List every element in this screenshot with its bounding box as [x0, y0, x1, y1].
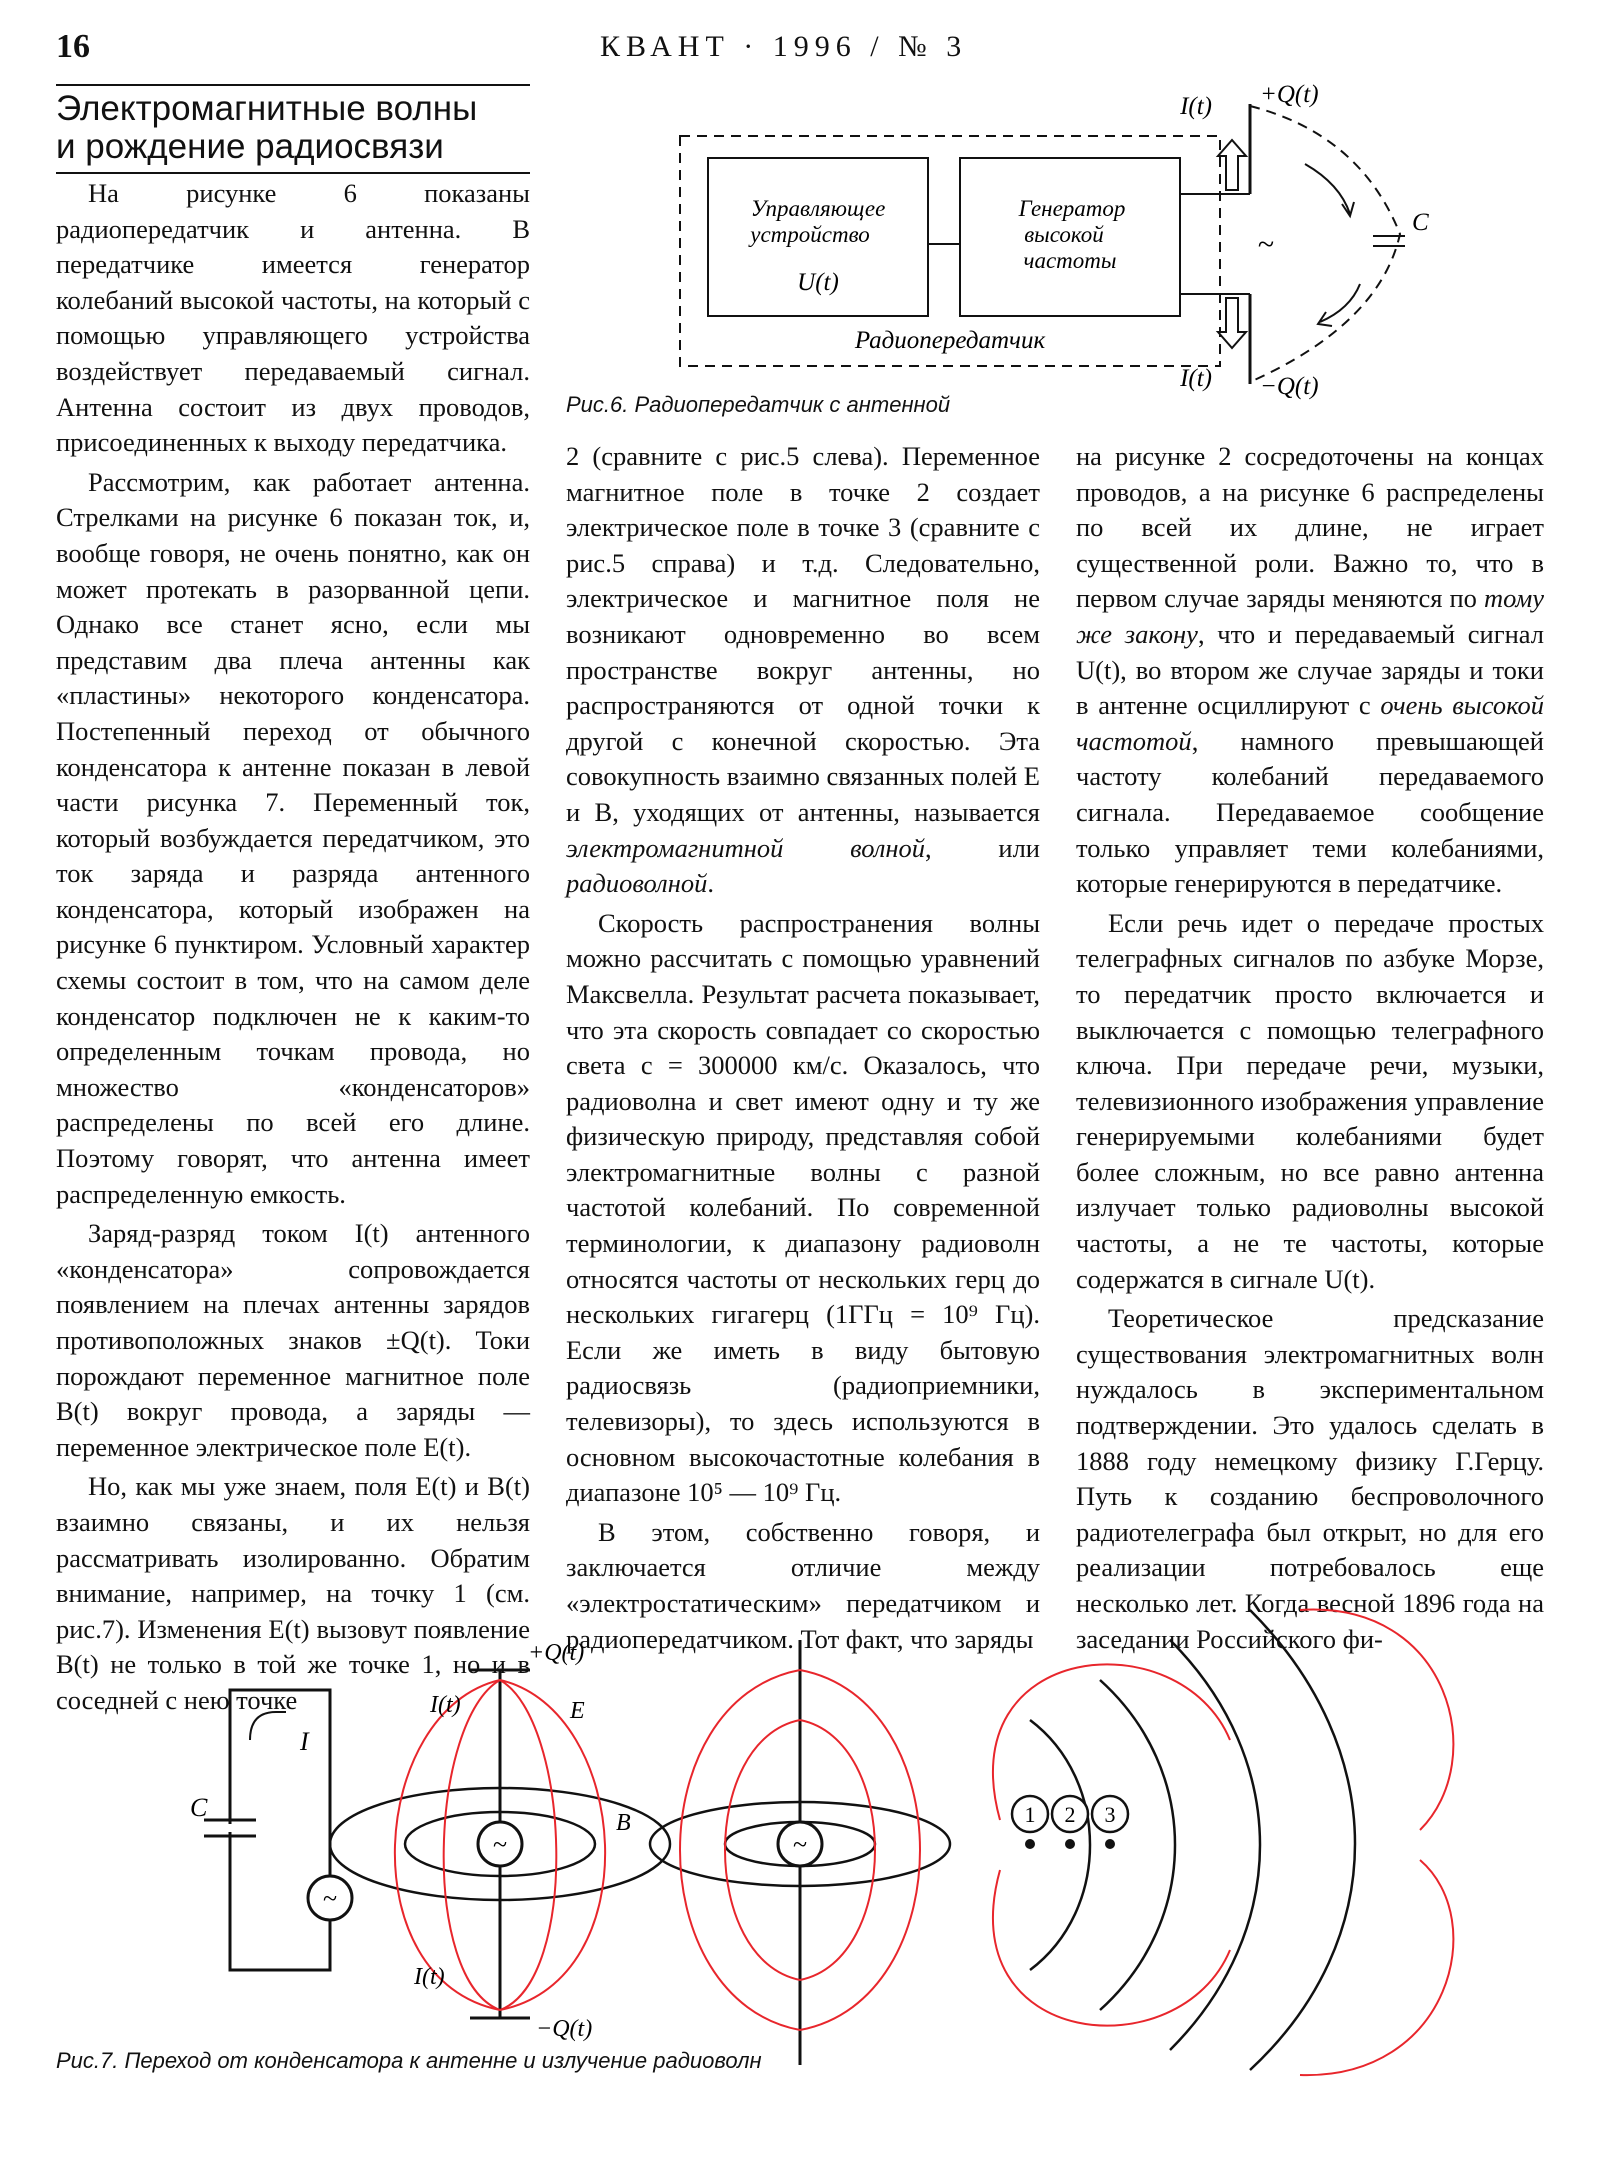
wave-front [1250, 1610, 1355, 2070]
current-loop-arrow-icon [250, 1712, 286, 1740]
e-field-label: E [570, 1698, 585, 1724]
wave-front [1030, 1720, 1090, 1970]
col3-paragraph-1: на рисунке 2 сосредоточены на концах проводов, а на рисунке 6 распределены по всей их длине, не играет существенной роли. Важно то, что в первом случае заряды меняются по тому же закону, что и передаваемый сигнал U(t), во втором же случае заряды и токи в антенне осциллируют с очень высокой частотой, намного превышающей частоту колебаний передаваемого сигнала. Передаваемое сообщение только управляет теми колебаниями, которые генерируются в передатчике. [1076, 441, 1544, 899]
column-2 [566, 439, 1040, 1661]
wave-front [1170, 1640, 1260, 2050]
current-label: I [300, 1727, 309, 1756]
col1-paragraph-3: Заряд-разряд током I(t) антенного «конденсатора» сопровождается появлением на плечах антенны зарядов противоположных знаков ±Q(t). Токи порождают переменное магнитное поле B(t) вокруг провода, а заряды — переменное электрическое поле E(t). [56, 1218, 530, 1462]
figure-6-diagram [660, 84, 1520, 404]
tilde-symbol: ~ [1257, 228, 1275, 261]
term-radio-wave: радиоволной [566, 868, 708, 899]
current-label-bottom: I(t) [414, 1964, 445, 1990]
e-field-loop [1300, 1860, 1453, 2075]
control-unit-line-1: Управляющее [750, 196, 886, 221]
term-high-frequency: очень высокой частотой [1076, 690, 1544, 756]
charge-flow-arrow-icon [1320, 284, 1360, 322]
term-same-law: тому же закону [1076, 583, 1544, 649]
generator-line-3: частоты [1023, 248, 1117, 273]
column-3 [1076, 439, 1544, 1661]
e-field-loop [993, 1870, 1230, 2026]
capacitor-label: C [1412, 209, 1429, 236]
article-title [56, 84, 530, 174]
current-arrow-down-icon [1218, 298, 1246, 348]
current-label-top: I(t) [430, 1692, 461, 1718]
charge-label-bottom: −Q(t) [536, 2016, 593, 2042]
generator-line-1: Генератор [1018, 196, 1126, 221]
running-head: КВАНТ · 1996 / № 3 [600, 30, 968, 63]
generator-line-2: высокой [1024, 222, 1104, 247]
col2-paragraph-1: 2 (сравните с рис.5 слева). Переменное магнитное поле в точке 2 создает электрическое поле в точке 3 (сравните с рис.5 справа) и т.д. Следовательно, электрическое и магнитное поля не возникают одновременно во всем пространстве вокруг антенны, но распространяются от одной точки к другой с конечной скоростью. Эта совокупность взаимно связанных полей E и B, уходящих от антенны, называется электромагнитной волной, или радиоволной. [566, 441, 1040, 899]
control-unit-line-2: устройство [750, 222, 870, 247]
col3-paragraph-3: Теоретическое предсказание существования электромагнитных волн нуждалось в экспериментальном подтверждении. Это удалось сделать в 1888 году немецкому физику Г.Герцу. Путь к созданию беспроволочного радиотелеграфа был открыт, но для его реализации потребовалось еще несколько лет. Когда весной 1896 года на заседании Российского фи- [1076, 1303, 1544, 1654]
title-line-1: Электромагнитные волны [56, 89, 478, 128]
charge-label-bottom: −Q(t) [1260, 373, 1319, 400]
control-unit-signal: U(t) [797, 269, 839, 296]
capacitor-label: C [190, 1793, 208, 1822]
point-1-label: 1 [1024, 1802, 1036, 1827]
transmitter-label: Радиопередатчик [854, 327, 1046, 354]
figure-7-diagram [50, 1580, 1550, 2080]
charge-label-top: +Q(t) [1260, 84, 1319, 108]
term-em-wave: электромагнитной волной [566, 832, 926, 863]
figure-6-caption: Рис.6. Радиопередатчик с антенной [566, 392, 951, 417]
generator-symbol: ~ [322, 1884, 338, 1913]
col2-paragraph-2: Скорость распространения волны можно рассчитать с помощью уравнений Максвелла. Результат расчета показывает, что эта скорость совпадает со скоростью света c = 300000 км/с. Оказалось, что радиоволна и свет имеют одну и ту же физическую природу, представляя собой электромагнитные волны с разной частотой колебаний. По современной терминологии, к диапазону радиоволн относятся частоты от нескольких герц до нескольких гигагерц (1ГГц = 10⁹ Гц). Если же иметь в виду бытовую радиосвязь (радиоприемники, телевизоры), то здесь используются в основном высокочастотные колебания в диапазоне 10⁵ — 10⁹ Гц. [566, 907, 1040, 1508]
point-3-label: 3 [1104, 1802, 1116, 1827]
figure-7-caption: Рис.7. Переход от конденсатора к антенне и излучение радиоволн [56, 2048, 762, 2073]
charge-label-top: +Q(t) [528, 1640, 585, 1666]
col1-paragraph-4: Но, как мы уже знаем, поля E(t) и B(t) взаимно связаны, и их нельзя рассматривать изолированно. Обратим внимание, например, на точку 1 (см. рис.7). Изменения E(t) вызовут появление B(t) не только в той же точке 1, но и в соседней с нею точке [56, 1471, 530, 1715]
current-label-bottom: I(t) [1180, 365, 1212, 392]
current-arrow-up-icon [1218, 140, 1246, 190]
column-1 [56, 176, 530, 1723]
generator-symbol: ~ [492, 1830, 508, 1859]
e-field-loop [1300, 1610, 1453, 1830]
page-number: 16 [56, 28, 90, 65]
col3-paragraph-2: Если речь идет о передаче простых телеграфных сигналов по азбуке Морзе, то передатчик просто включается и выключается с помощью телеграфного ключа. При передаче речи, музыки, телевизионного изображения управление генерируемыми колебаниями будет более сложным, но все равно антенна излучает только радиоволны высокой частоты, а не те частоты, которые содержатся в сигнале U(t). [1076, 907, 1544, 1294]
b-field-label: B [616, 1810, 631, 1836]
title-line-2: и рождение радиосвязи [56, 127, 444, 166]
generator-symbol: ~ [792, 1830, 808, 1859]
current-label-top: I(t) [1180, 93, 1212, 120]
col1-paragraph-2: Рассмотрим, как работает антенна. Стрелками на рисунке 6 показан ток, и, вообще говоря, не очень понятно, как он может протекать в разорванной цепи. Однако все станет ясно, если мы представим два плеча антенны как «пластины» некоторого конденсатора. Постепенный переход от обычного конденсатора к антенне показан в левой части рисунка 7. Переменный ток, который возбуждается передатчиком, это ток заряда и разряда антенного конденсатора, который изображен на рисунке 6 пунктиром. Условный характер схемы состоит в том, что на самом деле конденсатор подключен не к каким-то определенным точкам провода, но множество «конденсаторов» распределены по всей его длине. Поэтому говорят, что антенна имеет распределенную емкость. [56, 466, 530, 1209]
point-2-label: 2 [1064, 1802, 1076, 1827]
col1-paragraph-1: На рисунке 6 показаны радиопередатчик и антенна. В передатчике имеется генератор колебаний высокой частоты, на который с помощью управляющего устройства воздействует передаваемый сигнал. Антенна состоит из двух проводов, присоединенных к выходу передатчика. [56, 178, 530, 458]
col2-paragraph-3: В этом, собственно говоря, и заключается отличие между «электростатическим» передатчиком и радиопередатчиком. Тот факт, что заряды [566, 1516, 1040, 1654]
